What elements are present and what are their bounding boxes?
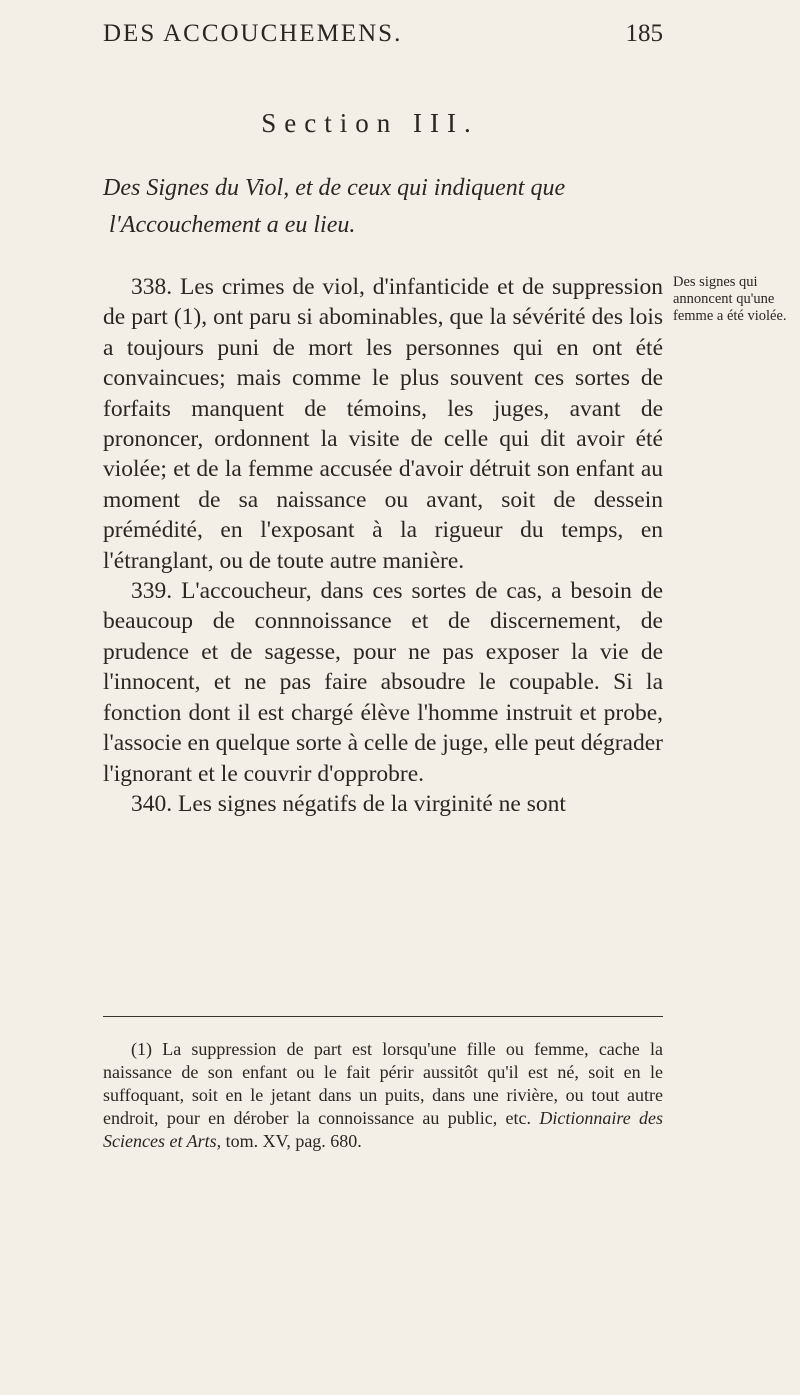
subtitle-line-1: Des Signes du Viol, et de ceux qui indiquent que [103, 175, 566, 201]
footnote-divider [103, 1016, 663, 1017]
footnote-text: (1) La suppression de part est lorsqu'une fille ou femme, cache la naissance de son enfant ou le fait périr aussitôt qu'il est né, soit en le suffoquant, soit en le jetant dans un puits, dans une rivière, ou tout autre endroit, pour en dérober la connoissance au public, etc. [103, 1039, 663, 1128]
section-title: Section III. [261, 108, 479, 138]
paragraph-338: 338. Les crimes de viol, d'infanticide et de suppression de part (1), ont paru si abominables, que la sévérité des lois a toujours puni de mort les personnes qui en ont été convaincues; mais comme le plus souvent ces sortes de forfaits manquent de témoins, les juges, avant de prononcer, ordonnent la visite de celle qui dit avoir été violée; et de la femme accusée d'avoir détruit son enfant au moment de sa naissance ou avant, soit de dessein prémédité, en l'exposant à la rigueur du temps, en l'étranglant, ou de toute autre manière. [103, 274, 663, 574]
footnote-body [103, 1038, 663, 1153]
section-subtitle [103, 170, 663, 244]
footnote-reference: tom. XV, pag. 680. [225, 1131, 362, 1151]
running-head [103, 20, 663, 56]
margin-note: Des signes qui annoncent qu'une femme a été violée. [673, 274, 787, 324]
footnote-source: Dictionnaire des Sciences et Arts, [103, 1108, 664, 1151]
subtitle-line-2: l'Accouchement a eu lieu. [109, 212, 356, 238]
running-title: DES ACCOUCHEMENS. [103, 20, 403, 47]
paragraph-340: 340. Les signes négatifs de la virginité ne sont [131, 790, 566, 817]
footnote [103, 1038, 663, 1153]
page-number: 185 [625, 20, 663, 47]
body-text [103, 272, 663, 819]
paragraph-339: 339. L'accoucheur, dans ces sortes de cas, a besoin de beaucoup de connnoissance et de discernement, de prudence et de sagesse, pour ne pas exposer la vie de l'innocent, et ne pas faire absoudre le coupable. Si la fonction dont il est chargé élève l'homme instruit et probe, l'associe en quelque sorte à celle de juge, elle peut dégrader l'ignorant et le couvrir d'opprobre. [103, 578, 663, 787]
